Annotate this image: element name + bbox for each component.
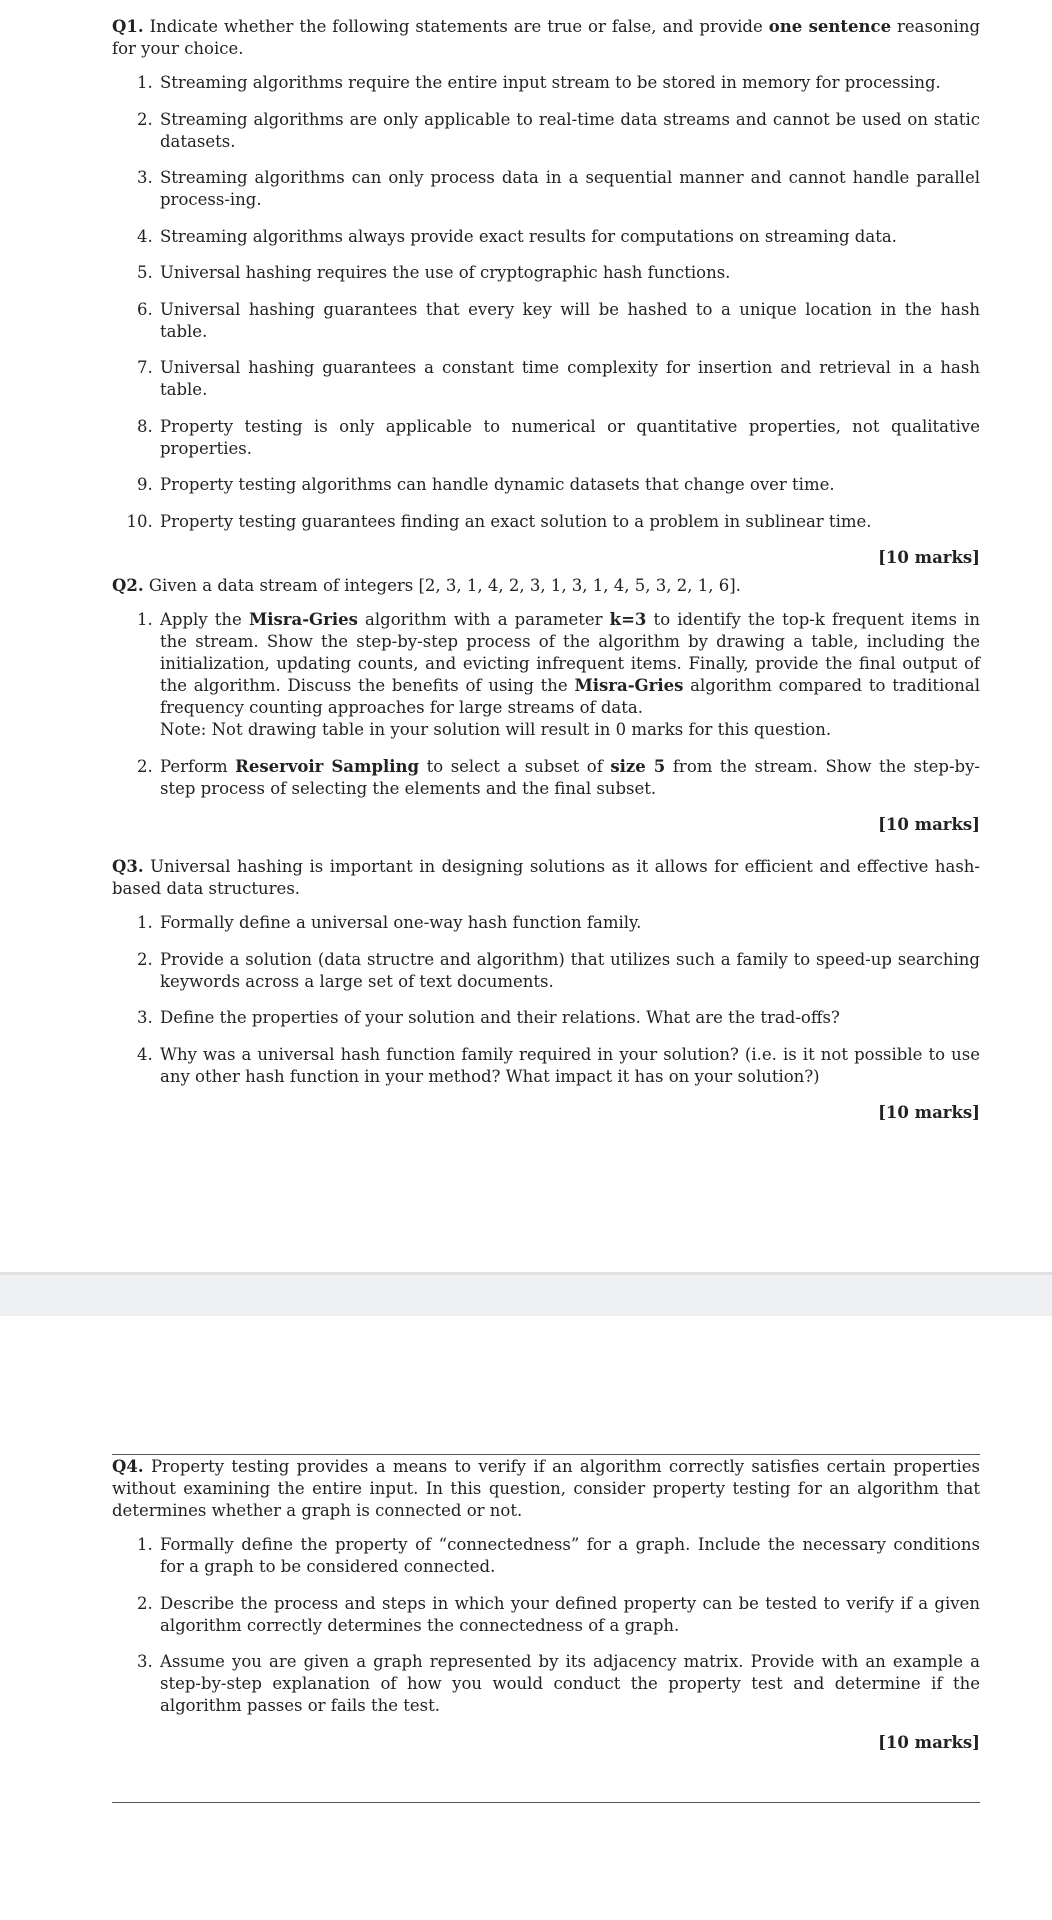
q3-prompt [112,856,980,900]
q3-text: Universal hashing is important in designing solutions as it allows for efficient and effective hash-based data structures. [112,857,980,898]
q2-item-2 [158,756,980,800]
q2-item1-p1: Apply the [160,610,249,629]
q4-item-3: 3. Assume you are given a graph represented by its adjacency matrix. Provide with an example a step-by-step explanation of how you would conduct the property test and determine if the algorithm passes or fails the test. [158,1651,980,1717]
q1-item-10: 10. Property testing guarantees finding an exact solution to a problem in sublinear time. [158,511,980,533]
page-gap [0,1272,1052,1316]
q1-text-b: reasoning for your choice. [112,17,981,58]
q3-item-3: 3. Define the properties of your solution and their relations. What are the trad-offs? [158,1007,980,1029]
page-2-top-rule [112,1454,980,1455]
q4-item-2: 2. Describe the process and steps in which your defined property can be tested to verify if a given algorithm correctly determines the connectedness of a graph. [158,1593,980,1637]
q4-marks: [10 marks] [878,1732,980,1752]
q3-task-list [112,912,980,1088]
q1-prompt [112,16,980,60]
q4-prompt [112,1456,980,1522]
q1-item-1: 1. Streaming algorithms require the entire input stream to be stored in memory for processing. [158,72,980,94]
page-2-content [112,1456,980,1760]
page-1-content [112,16,980,1130]
q1-item-2: 2. Streaming algorithms are only applicable to real-time data streams and cannot be used on static datasets. [158,109,980,153]
q3-item-2: 2. Provide a solution (data structre and algorithm) that utilizes such a family to speed-up searching keywords across a large set of text documents. [158,949,980,993]
q1-item-9: 9. Property testing algorithms can handle dynamic datasets that change over time. [158,474,980,496]
q2-item-1 [158,609,980,741]
exam-page-2 [0,1316,1052,1920]
q2-item1-b1: Misra-Gries [248,610,358,629]
q4-number: Q4. [112,1457,144,1476]
q1-marks: [10 marks] [878,548,980,567]
q3-item-4: 4. Why was a universal hash function family required in your solution? (i.e. is it not possible to use any other hash function in your method? What impact it has on your solution?) [158,1044,980,1088]
q2-item1-note: Note: Not drawing table in your solution will result in 0 marks for this question. [160,720,832,739]
q1-item-3: 3. Streaming algorithms can only process data in a sequential manner and cannot handle parallel process-ing. [158,167,980,211]
q2-marks: [10 marks] [878,815,980,834]
q2-task-list [112,609,980,800]
q2-number: Q2. [112,576,144,595]
q2-item2-b2: size 5 [610,756,666,776]
page-2-bottom-rule [112,1802,980,1803]
q2-item1-b2: k=3 [609,610,647,629]
q4-item-1: 1. Formally define the property of “connectedness” for a graph. Include the necessary conditions for a graph to be considered connected. [158,1534,980,1578]
q2-item1-p4: algorithm compared to traditional frequency counting approaches for large streams of data. [160,676,980,717]
q2-prompt [112,575,980,597]
q2-item2-p3: from the stream. Show the step-by-step process of selecting the elements and the final subset. [160,756,981,798]
q1-item-8: 8. Property testing is only applicable to numerical or quantitative properties, not qualitative properties. [158,416,980,460]
q1-item-7: 7. Universal hashing guarantees a constant time complexity for insertion and retrieval in a hash table. [158,357,980,401]
q2-item2-b1: Reservoir Sampling [235,756,420,776]
q2-item2-p2: to select a subset of [419,756,611,776]
q1-number: Q1. [112,17,144,36]
q1-statement-list [112,72,980,533]
q4-task-list [112,1534,980,1717]
q1-item-5: 5. Universal hashing requires the use of cryptographic hash functions. [158,262,980,284]
q2-text: Given a data stream of integers [2, 3, 1, 4, 2, 3, 1, 3, 1, 4, 5, 3, 2, 1, 6]. [148,576,741,595]
q2-item1-p2: algorithm with a parameter [357,610,610,629]
q1-item-4: 4. Streaming algorithms always provide exact results for computations on streaming data. [158,226,980,248]
q2-item1-p3: to identify the top-k frequent items in the stream. Show the step-by-step process of the algorithm by drawing a table, including the initialization, updating counts, and evicting infrequent items. Finally, provide the final output of the algorithm. Discuss the benefits of using the [160,610,981,695]
q3-item-1: 1. Formally define a universal one-way hash function family. [158,912,980,934]
q1-item-6: 6. Universal hashing guarantees that every key will be hashed to a unique location in the hash table. [158,299,980,343]
q4-text: Property testing provides a means to verify if an algorithm correctly satisfies certain properties without examining the entire input. In this question, consider property testing for an algorithm that determines whether a graph is connected or not. [112,1457,980,1520]
q3-marks: [10 marks] [878,1103,980,1122]
q2-item1-b3: Misra-Gries [574,676,684,695]
q1-text-a: Indicate whether the following statements are true or false, and provide [149,17,769,36]
q1-text-bold: one sentence [768,17,892,36]
q2-item2-p1: Perform [160,756,236,776]
q3-number: Q3. [112,857,144,876]
